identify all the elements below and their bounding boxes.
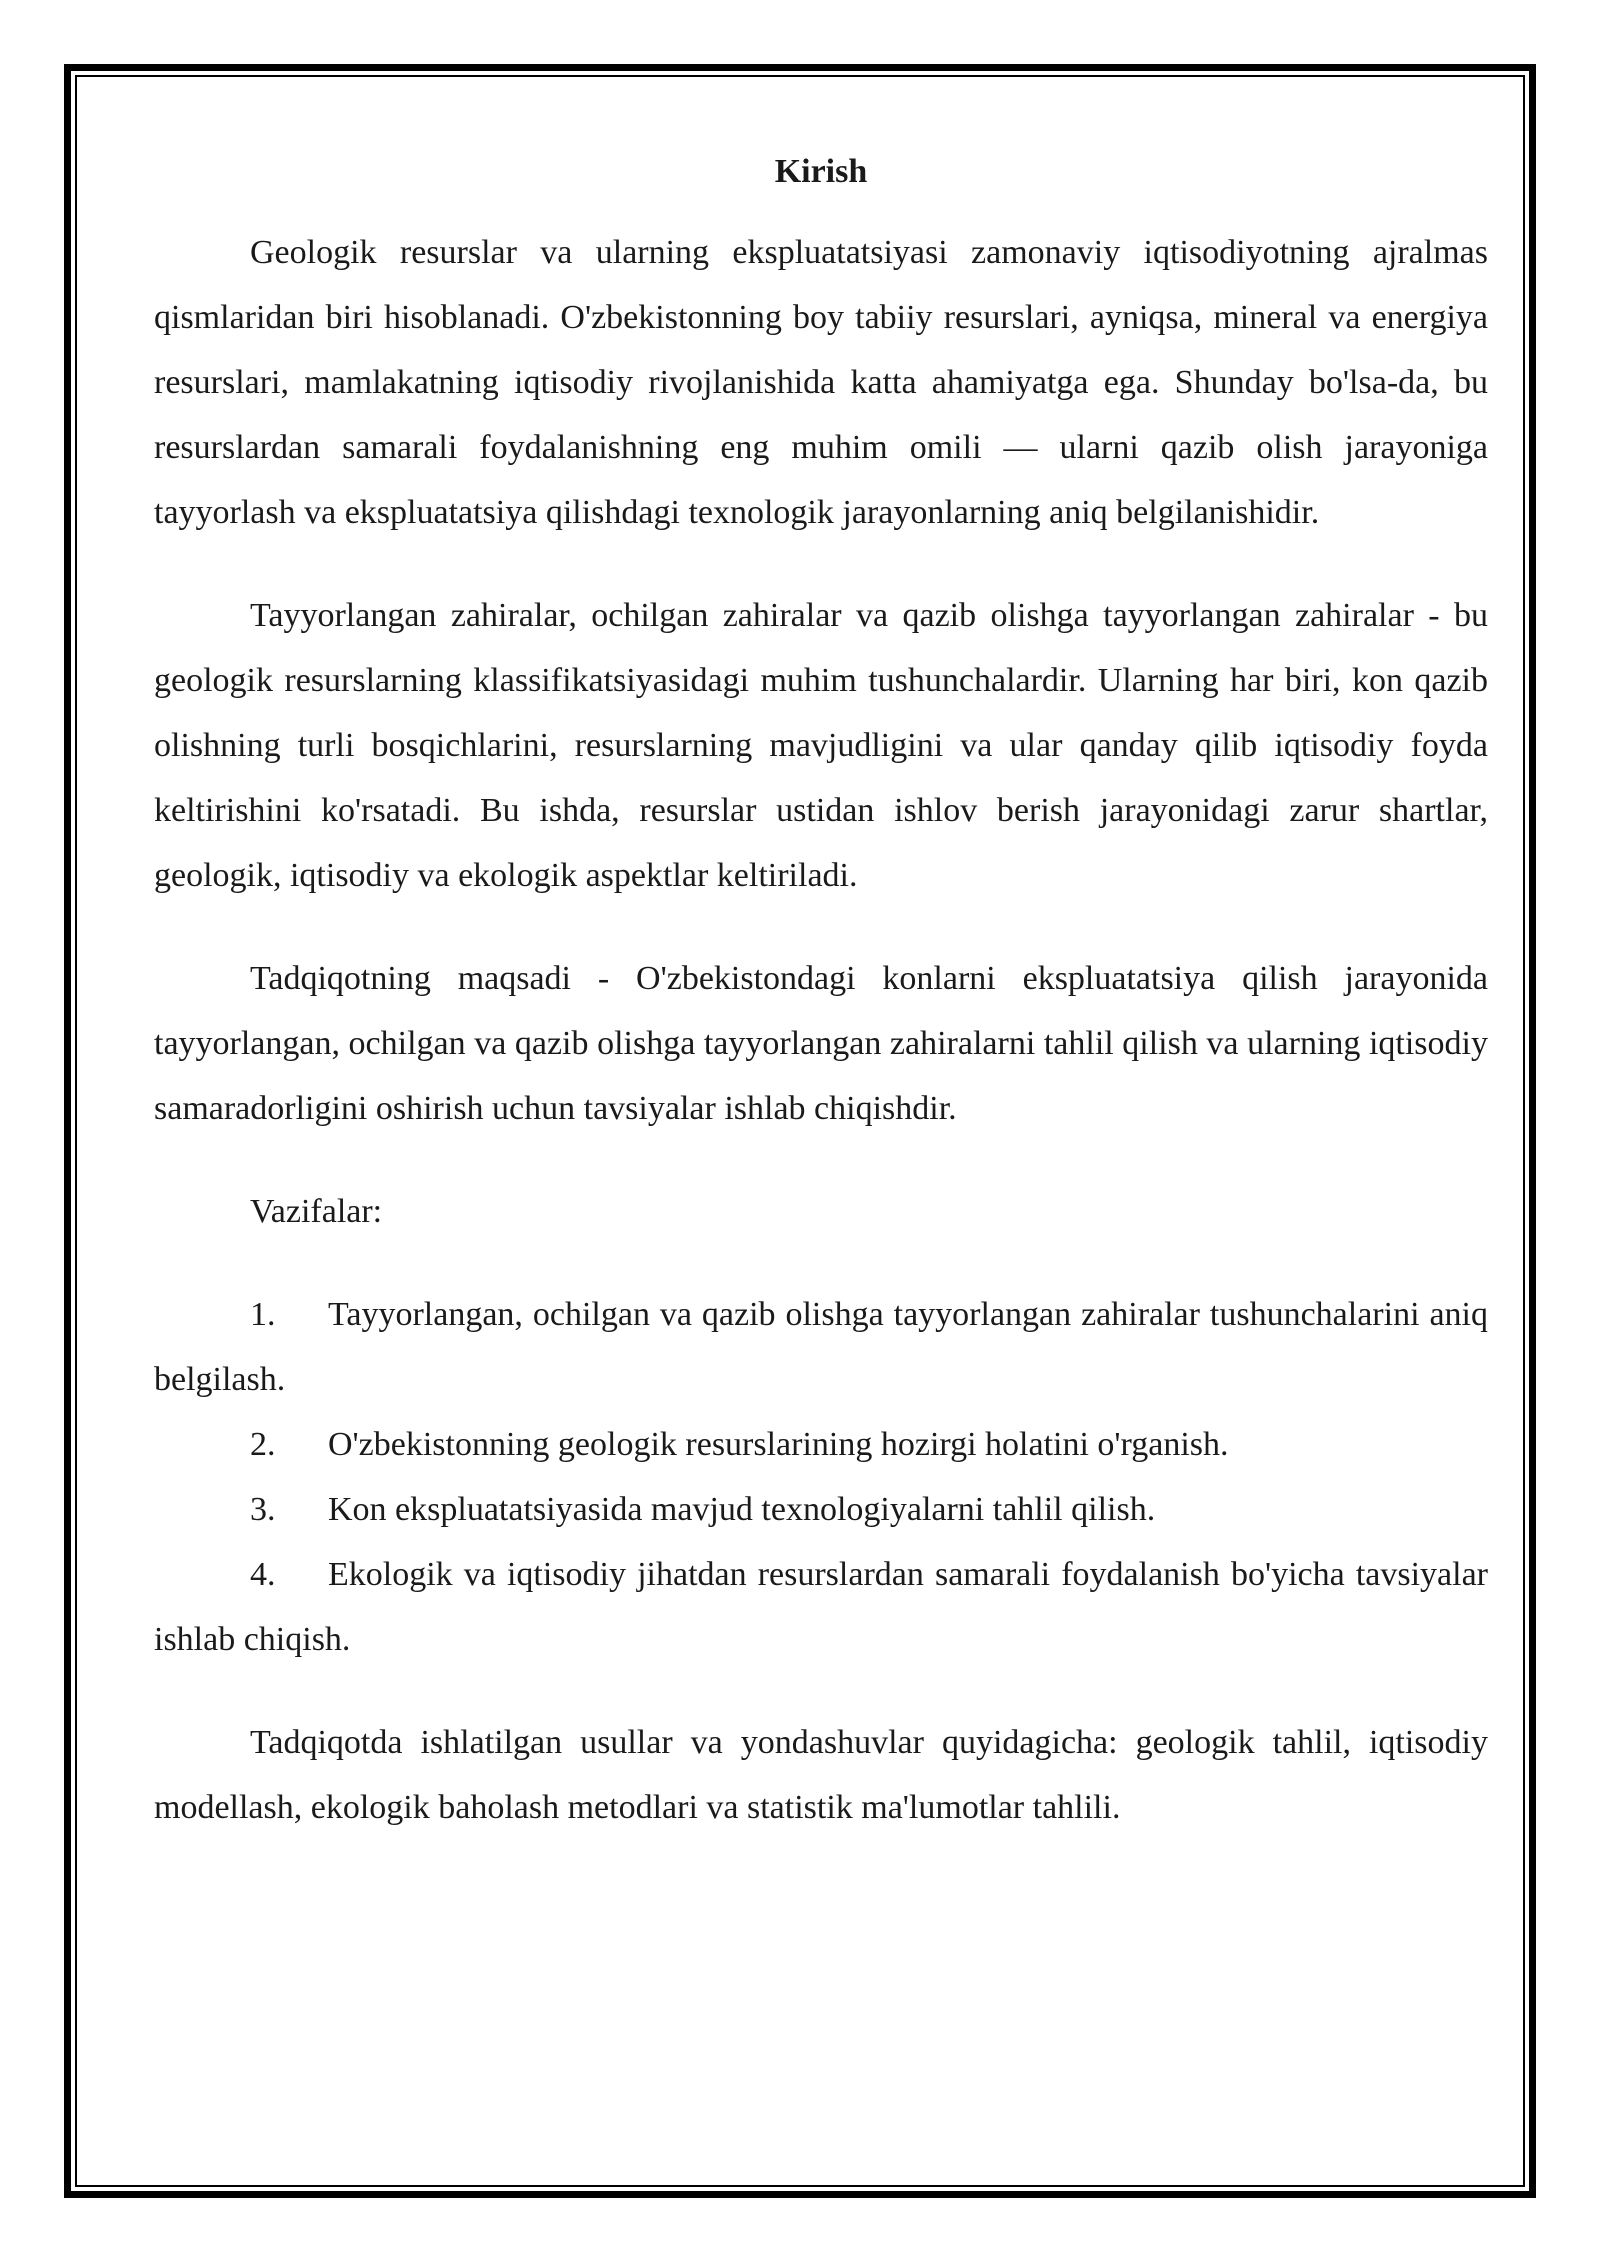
task-number: 1. — [250, 1296, 276, 1333]
document-body — [154, 147, 1488, 1878]
goal-paragraph: Tadqiqotning maqsadi - O'zbekistondagi konlarni ekspluatatsiya qilish jarayonida tayyorlangan, ochilgan va qazib olishga tayyorlangan zahiralarni tahlil qilish va ularning iqtisodiy samaradorligini oshirish uchun tavsiyalar ishlab chiqishdir. — [154, 960, 1488, 1127]
tasks-list — [154, 1282, 1488, 1672]
document-title: Kirish — [774, 153, 868, 190]
task-number: 3. — [250, 1491, 276, 1528]
task-item — [154, 1282, 1488, 1412]
task-text: Ekologik va iqtisodiy jihatdan resurslardan samarali foydalanish bo'yicha tavsiyalar ishlab chiqish. — [154, 1556, 1488, 1658]
intro-paragraph-2: Tayyorlangan zahiralar, ochilgan zahiralar va qazib olishga tayyorlangan zahiralar - bu geologik resurslarning klassifikatsiyasidagi muhim tushunchalardir. Ularning har biri, kon qazib olishning turli bosqichlarini, resurslarning mavjudligini va ular qanday qilib iqtisodiy foyda keltirishini ko'rsatadi. Bu ishda, resurslar ustidan ishlov berish jarayonidagi zarur shartlar, geologik, iqtisodiy va ekologik aspektlar keltiriladi. — [154, 597, 1488, 894]
tasks-heading: Vazifalar: — [250, 1193, 383, 1230]
task-text: Kon ekspluatatsiyasida mavjud texnologiyalarni tahlil qilish. — [328, 1491, 1156, 1528]
task-item — [154, 1477, 1488, 1542]
intro-paragraph-1: Geologik resurslar va ularning ekspluatatsiyasi zamonaviy iqtisodiyotning ajralmas qismlaridan biri hisoblanadi. O'zbekistonning boy tabiiy resurslari, ayniqsa, mineral va energiya resurslari, mamlakatning iqtisodiy rivojlanishida katta ahamiyatga ega. Shunday bo'lsa-da, bu resurslardan samarali foydalanishning eng muhim omili — ularni qazib olish jarayoniga tayyorlash va ekspluatatsiya qilishdagi texnologik jarayonlarning aniq belgilanishidir. — [154, 234, 1488, 531]
task-number: 2. — [250, 1426, 276, 1463]
task-text: O'zbekistonning geologik resurslarining hozirgi holatini o'rganish. — [328, 1426, 1229, 1463]
task-number: 4. — [250, 1556, 276, 1593]
methods-paragraph: Tadqiqotda ishlatilgan usullar va yondashuvlar quyidagicha: geologik tahlil, iqtisodiy modellash, ekologik baholash metodlari va statistik ma'lumotlar tahlili. — [154, 1724, 1488, 1826]
task-item — [154, 1542, 1488, 1672]
task-text: Tayyorlangan, ochilgan va qazib olishga tayyorlangan zahiralar tushunchalarini aniq belgilash. — [154, 1296, 1488, 1398]
task-item — [154, 1412, 1488, 1477]
